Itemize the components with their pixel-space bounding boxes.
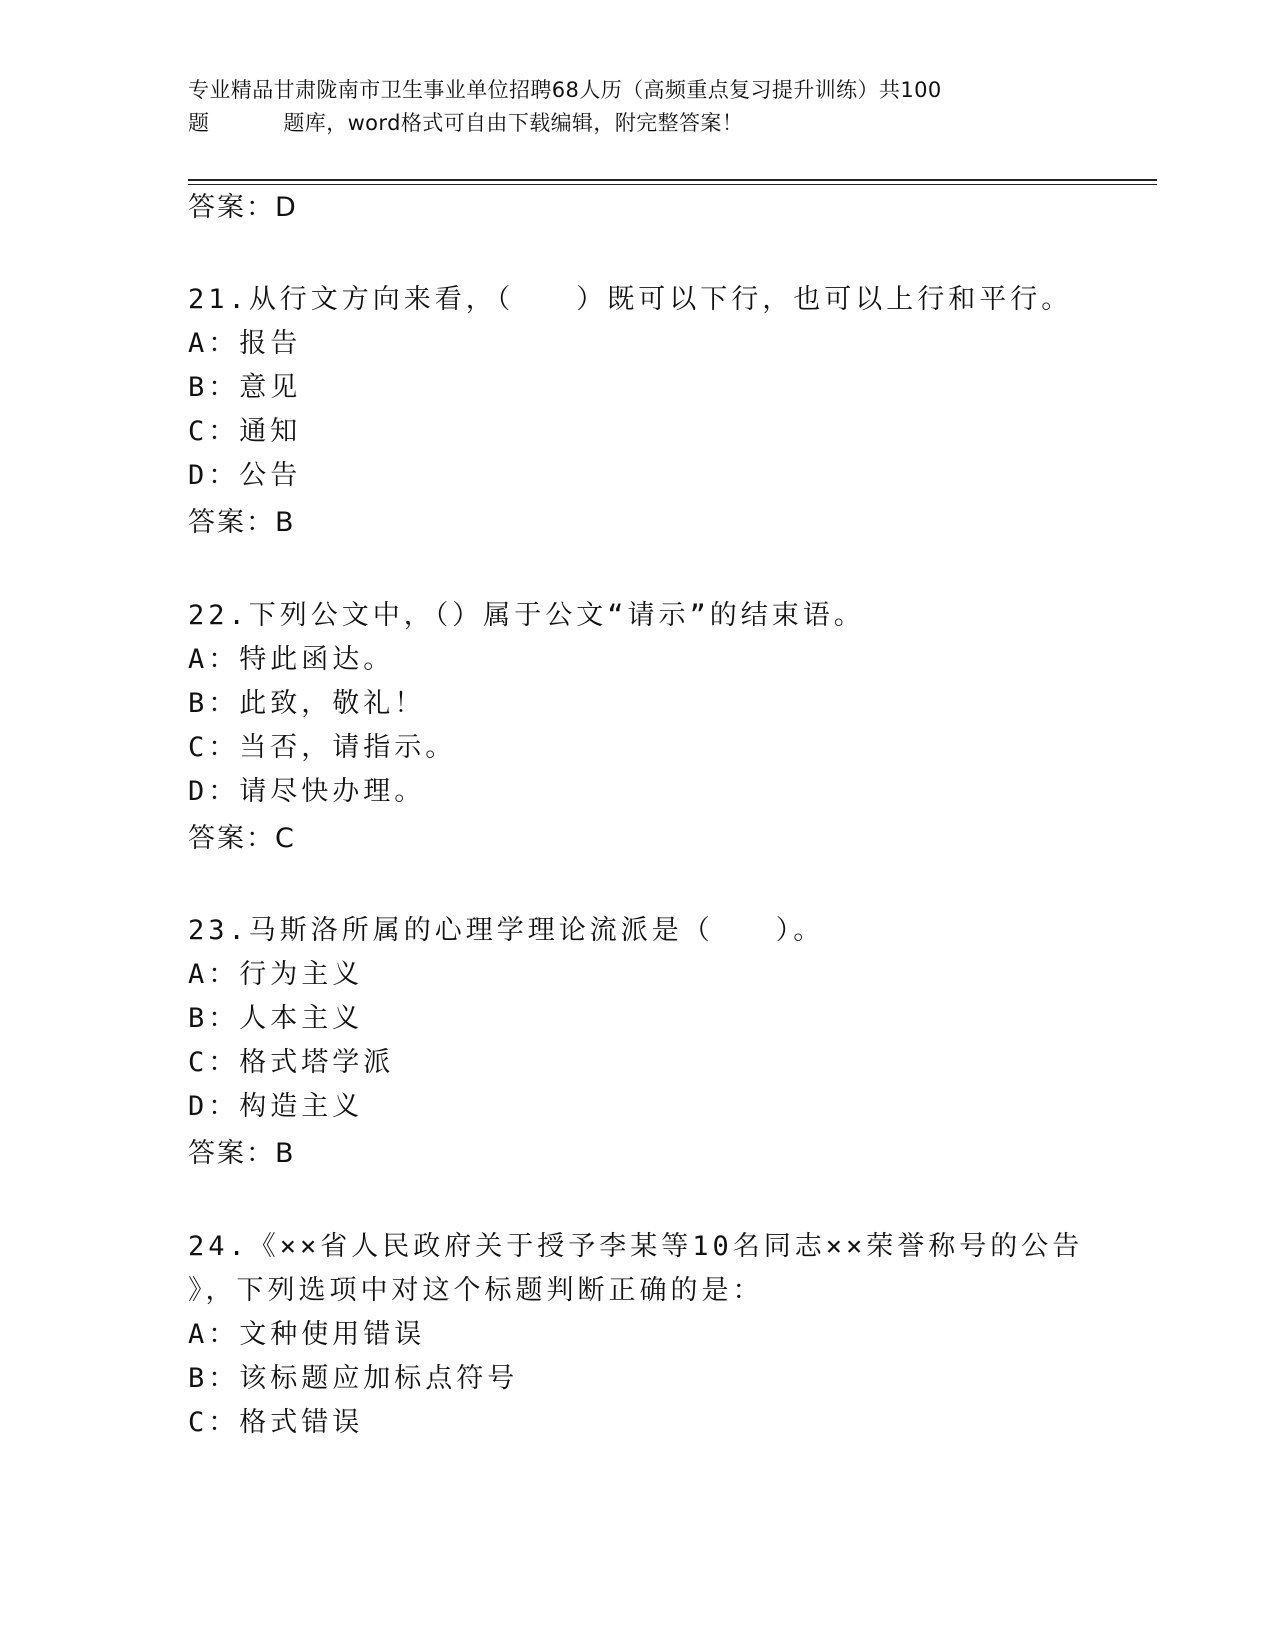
header-line-1: 专业精品甘肃陇南市卫生事业单位招聘68人历（高频重点复习提升训练）共100 (188, 78, 942, 102)
option-a: A：文种使用错误 (188, 1319, 426, 1350)
header-line-2-rest: 题库，word格式可自由下载编辑，附完整答案！ (283, 111, 744, 135)
option-b: B：人本主义 (188, 1003, 364, 1034)
question-stem-line-2: 》，下列选项中对这个标题判断正确的是： (188, 1275, 764, 1306)
page-header (188, 74, 1148, 140)
answer-21: 答案：B (188, 507, 296, 538)
option-a: A：报告 (188, 328, 302, 359)
question-stem: 21.从行文方向来看，（ ）既可以下行，也可以上行和平行。 (188, 284, 1073, 315)
header-rule-thin (188, 184, 1157, 185)
answer-23: 答案：B (188, 1138, 296, 1169)
question-stem: 22.下列公文中，（）属于公文“请示”的结束语。 (188, 600, 865, 631)
option-b: B：意见 (188, 372, 302, 403)
option-a: A：特此函达。 (188, 644, 395, 675)
previous-answer: 答案：D (188, 192, 298, 223)
question-24 (188, 1225, 1083, 1445)
question-23 (188, 909, 824, 1129)
question-stem: 23.马斯洛所属的心理学理论流派是（ ）。 (188, 915, 825, 946)
option-a: A：行为主义 (188, 959, 364, 990)
header-line-2 (188, 107, 1148, 140)
option-c: C：格式错误 (188, 1407, 364, 1438)
option-b: B：此致，敬礼！ (188, 688, 426, 719)
question-22 (188, 594, 865, 814)
option-c: C：当否，请指示。 (188, 732, 457, 763)
option-d: D：构造主义 (188, 1091, 364, 1122)
question-21 (188, 278, 1072, 498)
option-d: D：公告 (188, 460, 302, 491)
header-line-2-start: 题 (188, 111, 210, 135)
option-c: C：通知 (188, 416, 302, 447)
option-b: B：该标题应加标点符号 (188, 1363, 519, 1394)
option-c: C：格式塔学派 (188, 1047, 395, 1078)
header-rule-thick (188, 179, 1157, 181)
answer-22: 答案：C (188, 823, 296, 854)
option-d: D：请尽快办理。 (188, 776, 426, 807)
question-stem-line-1: 24.《××省人民政府关于授予李某等10名同志××荣誉称号的公告 (188, 1231, 1084, 1262)
